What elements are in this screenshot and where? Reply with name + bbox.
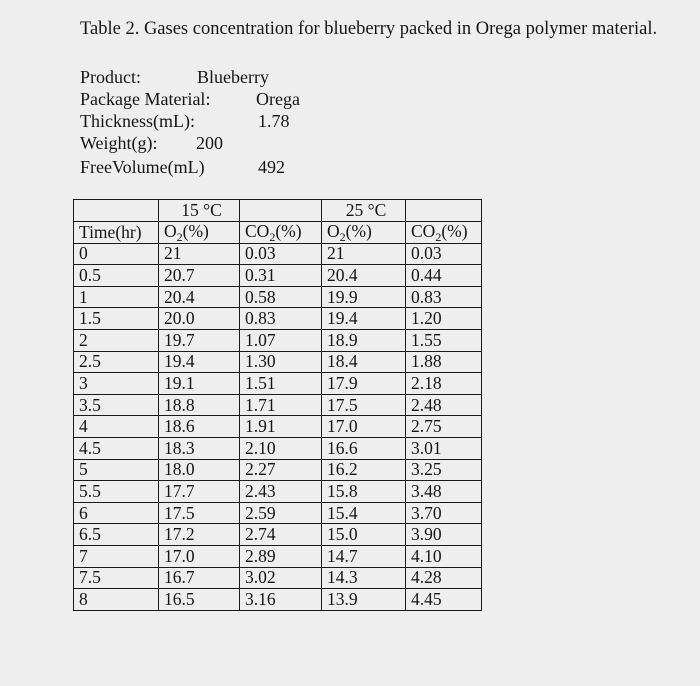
thickness-line — [80, 110, 290, 132]
o2-15-cell: 20.7 — [159, 265, 240, 287]
co2-25-cell: 3.25 — [406, 459, 482, 481]
material-line — [80, 88, 300, 110]
time-cell: 3 — [74, 373, 159, 395]
o2-15-cell: 18.3 — [159, 437, 240, 459]
co2-25-cell: 3.90 — [406, 524, 482, 546]
weight-line — [80, 132, 223, 154]
o2-15-cell: 20.4 — [159, 286, 240, 308]
co2-15-cell: 2.10 — [240, 437, 322, 459]
table-row — [74, 502, 482, 524]
co2-25-cell: 1.55 — [406, 329, 482, 351]
time-cell: 6 — [74, 502, 159, 524]
temp-header-blank — [74, 200, 159, 222]
co2-25-cell: 3.01 — [406, 437, 482, 459]
table-title: Table 2. Gases concentration for blueberry packed in Orega polymer material. — [80, 19, 658, 39]
thickness-value: 1.78 — [258, 111, 290, 131]
co2-25-cell: 2.48 — [406, 394, 482, 416]
o2-25-cell: 15.0 — [322, 524, 406, 546]
co2-25-cell: 3.48 — [406, 481, 482, 503]
o2-25-column-header: $O_2(\%)$ — [322, 221, 406, 243]
co2-15-cell: 1.30 — [240, 351, 322, 373]
time-cell: 2.5 — [74, 351, 159, 373]
co2-25-cell: 1.88 — [406, 351, 482, 373]
time-cell: 7.5 — [74, 567, 159, 589]
o2-15-cell: 19.7 — [159, 329, 240, 351]
table-row — [74, 481, 482, 503]
temp-header-blank — [406, 200, 482, 222]
material-value: Orega — [256, 89, 300, 109]
co2-25-cell: 4.45 — [406, 589, 482, 611]
time-cell: 6.5 — [74, 524, 159, 546]
table-row — [74, 243, 482, 265]
column-header-row — [74, 221, 482, 243]
table-row — [74, 437, 482, 459]
time-cell: 4 — [74, 416, 159, 438]
o2-25-cell: 18.4 — [322, 351, 406, 373]
co2-15-cell: 3.16 — [240, 589, 322, 611]
co2-15-cell: 2.89 — [240, 545, 322, 567]
o2-25-cell: 15.4 — [322, 502, 406, 524]
table-row — [74, 286, 482, 308]
time-cell: 1.5 — [74, 308, 159, 330]
co2-25-cell: 0.83 — [406, 286, 482, 308]
table-body — [74, 243, 482, 610]
o2-15-column-header: $O_2(\%)$ — [159, 221, 240, 243]
o2-15-cell: 19.4 — [159, 351, 240, 373]
o2-15-cell: 16.7 — [159, 567, 240, 589]
co2-25-column-header: $CO_2(\%)$ — [406, 221, 482, 243]
co2-15-cell: 1.51 — [240, 373, 322, 395]
table-row — [74, 265, 482, 287]
o2-15-cell: 17.5 — [159, 502, 240, 524]
o2-15-cell: 21 — [159, 243, 240, 265]
temp-header-blank — [240, 200, 322, 222]
o2-15-cell: 19.1 — [159, 373, 240, 395]
product-line — [80, 66, 269, 88]
co2-15-cell: 0.83 — [240, 308, 322, 330]
co2-15-cell: 0.58 — [240, 286, 322, 308]
o2-15-cell: 18.6 — [159, 416, 240, 438]
volume-label: FreeVolume(mL) — [80, 157, 205, 177]
time-cell: 3.5 — [74, 394, 159, 416]
co2-25-cell: 2.18 — [406, 373, 482, 395]
o2-25-cell: 19.4 — [322, 308, 406, 330]
o2-25-cell: 17.5 — [322, 394, 406, 416]
co2-15-cell: 1.91 — [240, 416, 322, 438]
co2-15-cell: 2.74 — [240, 524, 322, 546]
table-row — [74, 524, 482, 546]
co2-15-cell: 3.02 — [240, 567, 322, 589]
o2-15-cell: 16.5 — [159, 589, 240, 611]
co2-15-column-header: $CO_2(\%)$ — [240, 221, 322, 243]
co2-15-cell: 0.31 — [240, 265, 322, 287]
table-row — [74, 589, 482, 611]
temp-25-header: 25 °C — [322, 200, 406, 222]
co2-25-cell: 2.75 — [406, 416, 482, 438]
table-row — [74, 394, 482, 416]
o2-25-cell: 15.8 — [322, 481, 406, 503]
time-cell: 2 — [74, 329, 159, 351]
time-cell: 0 — [74, 243, 159, 265]
table-row — [74, 459, 482, 481]
co2-15-cell: 1.71 — [240, 394, 322, 416]
time-cell: 4.5 — [74, 437, 159, 459]
o2-15-cell: 17.7 — [159, 481, 240, 503]
o2-15-cell: 18.8 — [159, 394, 240, 416]
co2-15-cell: 1.07 — [240, 329, 322, 351]
co2-25-cell: 4.28 — [406, 567, 482, 589]
time-column-header: Time(hr) — [74, 221, 159, 243]
product-label: Product: — [80, 67, 141, 87]
table-row — [74, 351, 482, 373]
o2-25-cell: 16.6 — [322, 437, 406, 459]
time-cell: 8 — [74, 589, 159, 611]
co2-25-cell: 0.44 — [406, 265, 482, 287]
table-row — [74, 329, 482, 351]
o2-15-cell: 18.0 — [159, 459, 240, 481]
co2-25-cell: 0.03 — [406, 243, 482, 265]
o2-25-cell: 17.9 — [322, 373, 406, 395]
table-row — [74, 545, 482, 567]
thickness-label: Thickness(mL): — [80, 111, 195, 131]
co2-15-cell: 0.03 — [240, 243, 322, 265]
o2-25-cell: 14.3 — [322, 567, 406, 589]
material-label: Package Material: — [80, 89, 211, 109]
o2-25-cell: 18.9 — [322, 329, 406, 351]
co2-15-cell: 2.43 — [240, 481, 322, 503]
volume-line — [80, 156, 285, 178]
time-cell: 1 — [74, 286, 159, 308]
co2-15-cell: 2.59 — [240, 502, 322, 524]
time-cell: 5.5 — [74, 481, 159, 503]
o2-25-cell: 17.0 — [322, 416, 406, 438]
o2-25-cell: 21 — [322, 243, 406, 265]
volume-value: 492 — [258, 157, 285, 177]
o2-25-cell: 14.7 — [322, 545, 406, 567]
o2-15-cell: 17.2 — [159, 524, 240, 546]
time-cell: 5 — [74, 459, 159, 481]
table-row — [74, 567, 482, 589]
table-row — [74, 373, 482, 395]
co2-25-cell: 1.20 — [406, 308, 482, 330]
co2-15-cell: 2.27 — [240, 459, 322, 481]
o2-25-cell: 13.9 — [322, 589, 406, 611]
table-row — [74, 416, 482, 438]
temp-15-header: 15 °C — [159, 200, 240, 222]
o2-25-cell: 20.4 — [322, 265, 406, 287]
time-cell: 7 — [74, 545, 159, 567]
o2-25-cell: 16.2 — [322, 459, 406, 481]
table-row — [74, 308, 482, 330]
time-cell: 0.5 — [74, 265, 159, 287]
o2-25-cell: 19.9 — [322, 286, 406, 308]
gas-concentration-table — [73, 199, 482, 611]
co2-25-cell: 3.70 — [406, 502, 482, 524]
product-value: Blueberry — [197, 67, 269, 87]
weight-label: Weight(g): — [80, 133, 158, 153]
temperature-header-row — [74, 200, 482, 222]
weight-value: 200 — [196, 133, 223, 153]
o2-15-cell: 17.0 — [159, 545, 240, 567]
o2-15-cell: 20.0 — [159, 308, 240, 330]
co2-25-cell: 4.10 — [406, 545, 482, 567]
